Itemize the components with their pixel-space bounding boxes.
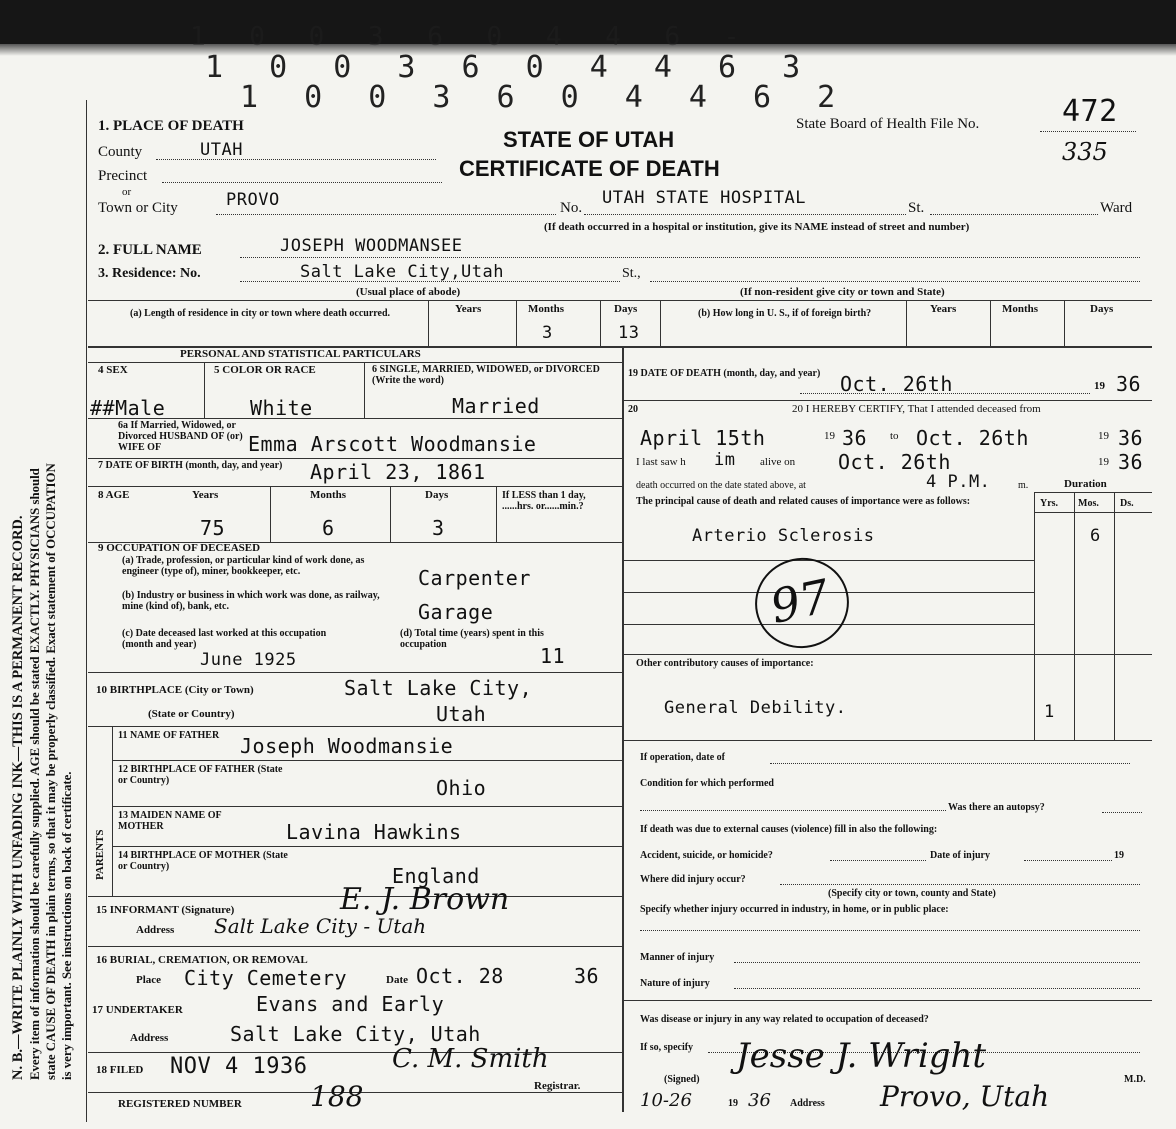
signature-address: Provo, Utah xyxy=(880,1080,1050,1113)
undertaker-address-label: Address xyxy=(130,1032,169,1044)
place-of-death-label: 1. PLACE OF DEATH xyxy=(98,118,244,134)
birthplace-state: Utah xyxy=(436,702,487,726)
specify-industry-label: Specify whether injury occurred in industry, in home, or in public place: xyxy=(640,904,949,915)
birthplace-city: Salt Lake City, xyxy=(344,676,533,700)
registrar-signature: C. M. Smith xyxy=(392,1044,549,1074)
attended-to-year: 36 xyxy=(1118,426,1144,450)
informant-label: 15 INFORMANT (Signature) xyxy=(96,904,235,916)
last-saw-year-prefix: 19 xyxy=(1098,456,1109,468)
death-year-prefix: 19 xyxy=(1094,380,1105,392)
attended-from: April 15th xyxy=(640,426,766,450)
registrar-label: Registrar. xyxy=(534,1080,581,1092)
reg-number-value: 188 xyxy=(310,1080,364,1113)
county-value: UTAH xyxy=(200,140,243,160)
personal-heading: PERSONAL AND STATISTICAL PARTICULARS xyxy=(180,348,421,360)
signature-address-label: Address xyxy=(790,1098,825,1109)
occupation-a-value: Carpenter xyxy=(418,566,531,590)
res-months-value: 3 xyxy=(542,323,553,343)
certificate-title: CERTIFICATE OF DEATH xyxy=(459,156,720,181)
full-name-value: JOSEPH WOODMANSEE xyxy=(280,236,463,256)
street-no-label: No. xyxy=(560,200,583,216)
alive-label: alive on xyxy=(760,456,796,468)
signature-year: 36 xyxy=(748,1090,771,1111)
cause-value: Arterio Sclerosis xyxy=(692,526,875,546)
res-days-value: 13 xyxy=(618,323,640,343)
file-number: 472 xyxy=(1062,94,1118,129)
signature-date: 10-26 xyxy=(640,1090,692,1111)
attended-to: Oct. 26th xyxy=(916,426,1029,450)
injury-year-prefix: 19 xyxy=(1114,850,1124,861)
last-saw-label: I last saw h xyxy=(636,456,686,468)
undertaker-address: Salt Lake City, Utah xyxy=(230,1022,481,1046)
mother-birthplace-label: 14 BIRTHPLACE OF MOTHER (State or Country) xyxy=(118,850,288,872)
county-label: County xyxy=(98,144,143,160)
occupation-b-value: Garage xyxy=(418,600,494,624)
last-saw-pronoun: im xyxy=(714,450,736,470)
dob-value: April 23, 1861 xyxy=(310,460,486,484)
residence-street-label: St., xyxy=(622,266,641,281)
duration-label: Duration xyxy=(1064,478,1107,490)
death-year-value: 36 xyxy=(1116,372,1142,396)
mother-birthplace-value: England xyxy=(392,864,480,888)
condition-label: Condition for which performed xyxy=(640,778,774,789)
birthplace-label: 10 BIRTHPLACE (City or Town) xyxy=(96,684,254,696)
father-birthplace-value: Ohio xyxy=(436,776,487,800)
age-days-value: 3 xyxy=(432,516,445,540)
certify-label: 20 I HEREBY CERTIFY, That I attended deceased from xyxy=(792,403,1041,415)
other-cause-value: General Debility. xyxy=(664,698,847,718)
attended-from-year-prefix: 19 xyxy=(824,430,835,442)
cause-label: The principal cause of death and related causes of importance were as follows: xyxy=(636,496,971,507)
ds-label: Ds. xyxy=(1120,498,1134,509)
autopsy-label: Was there an autopsy? xyxy=(948,802,1045,813)
res-days-label: Days xyxy=(614,303,638,315)
filed-label: 18 FILED xyxy=(96,1064,144,1076)
or-label: or xyxy=(122,186,132,198)
last-saw-year: 36 xyxy=(1118,450,1144,474)
filed-date-stamp: NOV 4 1936 xyxy=(170,1054,308,1079)
serial-stamp-ghost: 1 0 0 3 6 0 4 4 6 - xyxy=(190,22,754,52)
death-date-label: 19 DATE OF DEATH (month, day, and year) xyxy=(628,368,821,379)
certify-number: 20 xyxy=(628,404,638,415)
sex-value: ##Male xyxy=(90,396,166,420)
occupation-b-label: (b) Industry or business in which work was done, as railway, mine (kind of), bank, etc. xyxy=(122,590,380,612)
specify-city-note: (Specify city or town, county and State) xyxy=(828,888,996,899)
circled-code: 97 xyxy=(747,549,858,657)
signature-year-prefix: 19 xyxy=(728,1098,738,1109)
state-title: STATE OF UTAH xyxy=(503,127,675,152)
informant-address-label: Address xyxy=(136,924,175,936)
file-number-label: State Board of Health File No. xyxy=(796,116,980,132)
age-months-label: Months xyxy=(310,489,347,501)
age-less-label: If LESS than 1 day, ......hrs. or......min.? xyxy=(502,490,586,512)
father-value: Joseph Woodmansie xyxy=(240,734,454,758)
mother-label: 13 MAIDEN NAME OF MOTHER xyxy=(118,810,222,832)
death-time: 4 P.M. xyxy=(926,472,991,492)
town-value: PROVO xyxy=(226,190,280,210)
disease-occupation-label: Was disease or injury in any way related to occupation of deceased? xyxy=(640,1014,929,1025)
m-label: m. xyxy=(1018,480,1029,491)
father-label: 11 NAME OF FATHER xyxy=(118,730,220,741)
where-injury-label: Where did injury occur? xyxy=(640,874,746,885)
yrs-label: Yrs. xyxy=(1040,498,1059,509)
parents-tab: PARENTS xyxy=(94,829,106,880)
burial-year-value: 36 xyxy=(574,964,600,988)
us-days-label: Days xyxy=(1090,303,1114,315)
burial-label: 16 BURIAL, CREMATION, OR REMOVAL xyxy=(96,954,308,966)
undertaker-label: 17 UNDERTAKER xyxy=(92,1004,183,1016)
sidebar-line-1: N. B.—WRITE PLAINLY WITH UNFADING INK—THIS IS A PERMANENT RECORD. xyxy=(10,515,26,1080)
injury-date-label: Date of injury xyxy=(930,850,990,861)
sidebar-line-2: Every item of information should be carefully supplied. AGE should be stated EXACTLY. PHYSICIANS should xyxy=(28,468,42,1080)
reg-number-label: REGISTERED NUMBER xyxy=(118,1098,242,1110)
father-birthplace-label: 12 BIRTHPLACE OF FATHER (State or Country) xyxy=(118,764,283,786)
full-name-label: 2. FULL NAME xyxy=(98,242,202,258)
residence-label: 3. Residence: No. xyxy=(98,266,201,281)
physician-signature: Jesse J. Wright xyxy=(736,1036,987,1076)
instruction-sidebar xyxy=(2,180,76,1080)
burial-date-label: Date xyxy=(386,974,408,986)
occurred-label: death occurred on the date stated above, at xyxy=(636,480,806,491)
last-saw-date: Oct. 26th xyxy=(838,450,951,474)
age-days-label: Days xyxy=(425,489,449,501)
accident-label: Accident, suicide, or homicide? xyxy=(640,850,773,861)
dob-label: 7 DATE OF BIRTH (month, day, and year) xyxy=(98,460,283,471)
age-months-value: 6 xyxy=(322,516,335,540)
res-years-label: Years xyxy=(455,303,482,315)
age-years-value: 75 xyxy=(200,516,226,540)
marital-label: 6 SINGLE, MARRIED, WIDOWED, or DIVORCED (Write the word) xyxy=(372,364,600,386)
res-months-label: Months xyxy=(528,303,565,315)
sex-label: 4 SEX xyxy=(98,364,128,376)
other-cause-years: 1 xyxy=(1044,702,1055,722)
other-causes-label: Other contributory causes of importance: xyxy=(636,658,814,669)
precinct-label: Precinct xyxy=(98,168,148,184)
informant-signature: E. J. Brown xyxy=(340,882,510,917)
hospital-note: (If death occurred in a hospital or institution, give its NAME instead of street and number) xyxy=(544,221,970,233)
length-residence-label: (a) Length of residence in city or town where death occurred. xyxy=(130,308,391,319)
usual-abode-note: (Usual place of abode) xyxy=(356,286,461,298)
mos-label: Mos. xyxy=(1078,498,1099,509)
us-years-label: Years xyxy=(930,303,957,315)
occupation-a-label: (a) Trade, profession, or particular kind of work done, as engineer (type of), miner, bookkeeper, etc. xyxy=(122,555,365,577)
operation-label: If operation, date of xyxy=(640,752,725,763)
undertaker-value: Evans and Early xyxy=(256,992,445,1016)
us-months-label: Months xyxy=(1002,303,1039,315)
birthplace-state-label: (State or Country) xyxy=(148,708,235,720)
ward-label: Ward xyxy=(1100,200,1133,216)
informant-address: Salt Lake City - Utah xyxy=(214,914,427,938)
burial-place-value: City Cemetery xyxy=(184,966,348,990)
death-date-value: Oct. 26th xyxy=(840,372,953,396)
occupation-c-label: (c) Date deceased last worked at this occupation (month and year) xyxy=(122,628,327,650)
us-residence-label: (b) How long in U. S., if of foreign birth? xyxy=(698,308,872,319)
town-label: Town or City xyxy=(98,200,178,216)
nature-label: Nature of injury xyxy=(640,978,710,989)
sidebar-line-3: state CAUSE OF DEATH in plain terms, so that it may be properly classified. Exact statement of OCCUPATION xyxy=(44,463,58,1080)
sidebar-line-4: is very important. See instructions on back of certificate. xyxy=(60,771,74,1080)
burial-date-value: Oct. 28 xyxy=(416,964,504,988)
external-causes-label: If death was due to external causes (violence) fill in also the following: xyxy=(640,824,938,835)
burial-place-label: Place xyxy=(136,974,162,986)
serial-stamp-1: 1 0 0 3 6 0 4 4 6 3 xyxy=(205,50,815,85)
file-number-handwritten: 335 xyxy=(1062,138,1108,166)
cause-months: 6 xyxy=(1090,526,1101,546)
nonresident-note: (If non-resident give city or town and State) xyxy=(740,286,945,298)
serial-stamp-2: 1 0 0 3 6 0 4 4 6 2 xyxy=(240,80,850,115)
occupation-c-value: June 1925 xyxy=(200,650,297,670)
color-value: White xyxy=(250,396,313,420)
street-label: St. xyxy=(908,200,925,216)
spouse-label: 6a If Married, Widowed, or Divorced HUSBAND OF (or) WIFE OF xyxy=(118,420,243,453)
to-label: to xyxy=(890,430,899,442)
residence-value: Salt Lake City,Utah xyxy=(300,262,504,282)
occupation-d-label: (d) Total time (years) spent in this occupation xyxy=(400,628,544,650)
md-label: M.D. xyxy=(1124,1074,1146,1085)
manner-label: Manner of injury xyxy=(640,952,715,963)
if-so-label: If so, specify xyxy=(640,1042,694,1053)
hospital-value: UTAH STATE HOSPITAL xyxy=(602,188,806,208)
spouse-value: Emma Arscott Woodmansie xyxy=(248,432,537,456)
attended-from-year: 36 xyxy=(842,426,868,450)
signed-label: (Signed) xyxy=(664,1074,700,1085)
mother-value: Lavina Hawkins xyxy=(286,820,462,844)
occupation-label: 9 OCCUPATION OF DECEASED xyxy=(98,542,261,554)
attended-to-year-prefix: 19 xyxy=(1098,430,1109,442)
color-label: 5 COLOR OR RACE xyxy=(214,364,316,376)
occupation-d-value: 11 xyxy=(540,644,566,668)
age-label: 8 AGE xyxy=(98,489,130,501)
marital-value: Married xyxy=(452,394,540,418)
age-years-label: Years xyxy=(192,489,219,501)
